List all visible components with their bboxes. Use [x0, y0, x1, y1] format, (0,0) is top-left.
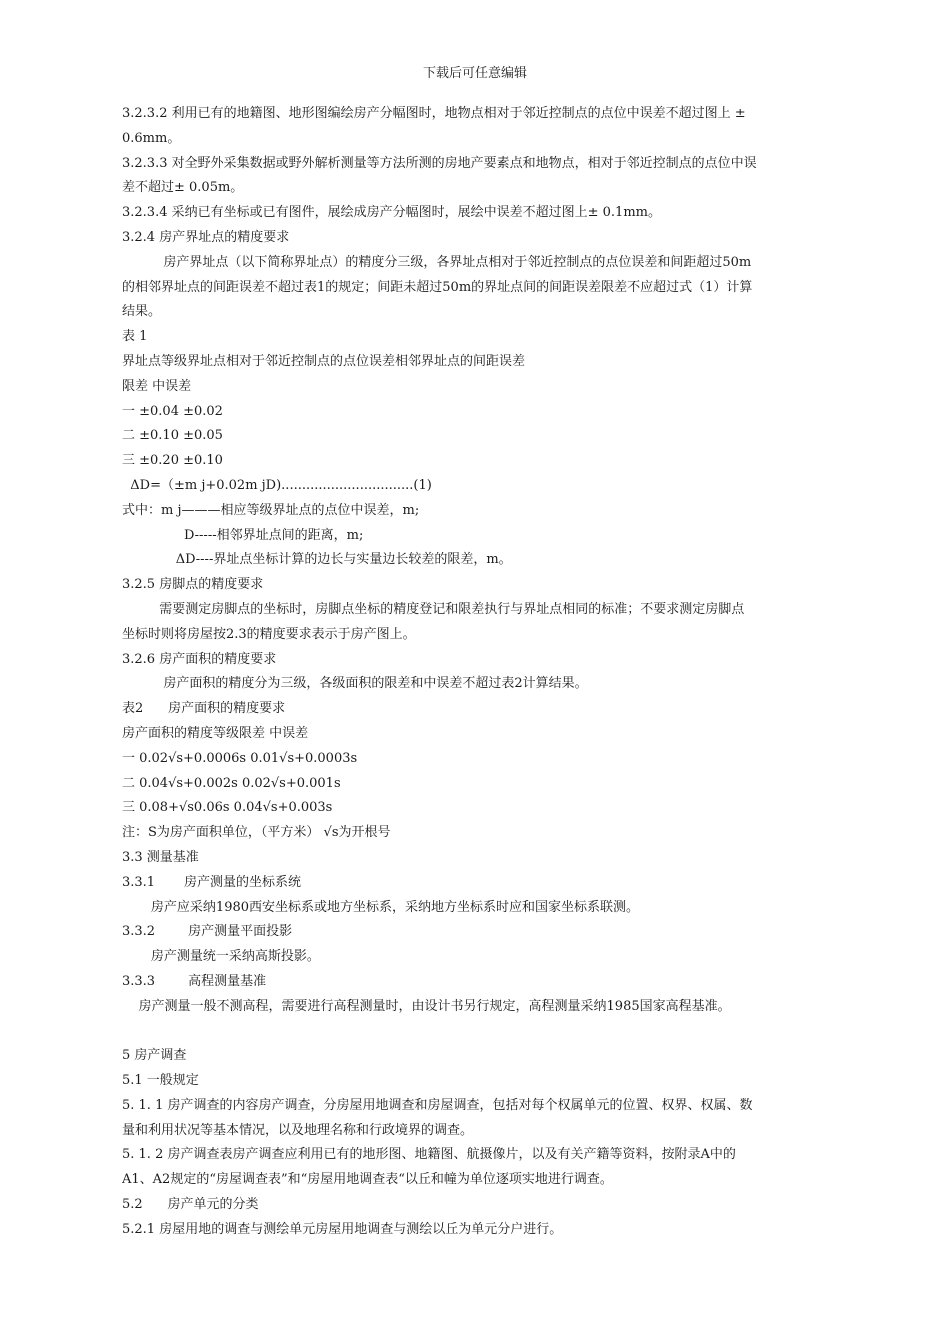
table-row: 二 ±0.10 ±0.05 [122, 428, 223, 444]
text-line: 5. 1. 1 房产调查的内容房产调查，分房屋用地调查和房屋调查，包括对每个权属单元的位置、权界、权属、数 [122, 1097, 753, 1113]
section-heading: 5.2 房产单元的分类 [122, 1197, 259, 1213]
document-body [122, 102, 830, 1243]
text-line: 5. 1. 2 房产调查表房产调查应利用已有的地形图、地籍图、航摄像片，以及有关产籍等资料，按附录A中的 [122, 1147, 736, 1163]
table-header: 限差 中误差 [122, 378, 192, 394]
text-line: 房产应采纳1980西安坐标系或地方坐标系，采纳地方坐标系时应和国家坐标系联测。 [122, 899, 640, 915]
section-heading: 3.3 测量基准 [122, 849, 199, 865]
text-line: A1、A2规定的“房屋调查表”和“房屋用地调查表“以丘和幢为单位逐项实地进行调查。 [122, 1172, 613, 1188]
text-line: 房产界址点（以下简称界址点）的精度分三级，各界址点相对于邻近控制点的点位误差和间距超过50m [122, 254, 752, 270]
text-line: 坐标时则将房屋按2.3的精度要求表示于房产图上。 [122, 626, 416, 642]
text-line: 的相邻界址点的间距误差不超过表1的规定；间距未超过50m的界址点间的间距误差限差不应超过式（1）计算 [122, 279, 753, 295]
table-row: 三 0.08+√s0.06s 0.04√s+0.003s [122, 800, 333, 816]
text-line: 0.6mm。 [122, 130, 181, 146]
formula-note: 式中：m j———相应等级界址点的点位中误差，m; [122, 502, 420, 518]
table-caption: 表 1 [122, 329, 148, 345]
text-line: 差不超过± 0.05m。 [122, 180, 244, 196]
table-caption: 表2 房产面积的精度要求 [122, 701, 286, 717]
formula: ΔD=（±m j+0.02m jD)................................(1) [122, 477, 432, 493]
table-header: 房产面积的精度等级限差 中误差 [122, 725, 309, 741]
blank-line [122, 1019, 830, 1044]
table-note: 注：S为房产面积单位，（平方米） √s为开根号 [122, 825, 391, 841]
text-line: 3.2.3.3 对全野外采集数据或野外解析测量等方法所测的房地产要素点和地物点，相对于邻近控制点的点位中误 [122, 155, 757, 171]
section-heading: 3.3.3 高程测量基准 [122, 973, 267, 989]
table-row: 三 ±0.20 ±0.10 [122, 453, 223, 469]
page-header: 下载后可任意编辑 [422, 66, 527, 81]
chapter-heading: 5 房产调查 [122, 1048, 187, 1064]
formula-note: D-----相邻界址点间的距离，m; [122, 527, 364, 543]
text-line: 房产测量一般不测高程，需要进行高程测量时，由设计书另行规定，高程测量采纳1985国家高程基准。 [122, 998, 731, 1014]
formula-note: ΔD----界址点坐标计算的边长与实量边长较差的限差，m。 [122, 552, 512, 568]
section-heading: 3.2.5 房脚点的精度要求 [122, 577, 264, 593]
table-row: 一 ±0.04 ±0.02 [122, 403, 223, 419]
table-header: 界址点等级界址点相对于邻近控制点的点位误差相邻界址点的间距误差 [122, 353, 526, 369]
text-line: 量和利用状况等基本情况，以及地理名称和行政境界的调查。 [122, 1122, 474, 1138]
text-line: 5.2.1 房屋用地的调查与测绘单元房屋用地调查与测绘以丘为单元分户进行。 [122, 1221, 563, 1237]
text-line: 需要测定房脚点的坐标时，房脚点坐标的精度登记和限差执行与界址点相同的标准；不要求测定房脚点 [122, 601, 745, 617]
text-line: 房产面积的精度分为三级，各级面积的限差和中误差不超过表2计算结果。 [122, 676, 588, 692]
text-line: 结果。 [122, 304, 162, 320]
section-heading: 5.1 一般规定 [122, 1073, 199, 1089]
section-heading: 3.3.1 房产测量的坐标系统 [122, 874, 302, 890]
section-heading: 3.2.6 房产面积的精度要求 [122, 651, 277, 667]
section-heading: 3.3.2 房产测量平面投影 [122, 924, 293, 940]
text-line: 3.2.3.2 利用已有的地籍图、地形图编绘房产分幅图时，地物点相对于邻近控制点的点位中误差不超过图上 ± [122, 106, 746, 121]
section-heading: 3.2.4 房产界址点的精度要求 [122, 229, 290, 245]
table-row: 一 0.02√s+0.0006s 0.01√s+0.0003s [122, 750, 358, 766]
table-row: 二 0.04√s+0.002s 0.02√s+0.001s [122, 775, 341, 791]
text-line: 3.2.3.4 采纳已有坐标或已有图件，展绘成房产分幅图时，展绘中误差不超过图上± 0.1mm。 [122, 205, 661, 221]
text-line: 房产测量统一采纳高斯投影。 [122, 949, 320, 965]
